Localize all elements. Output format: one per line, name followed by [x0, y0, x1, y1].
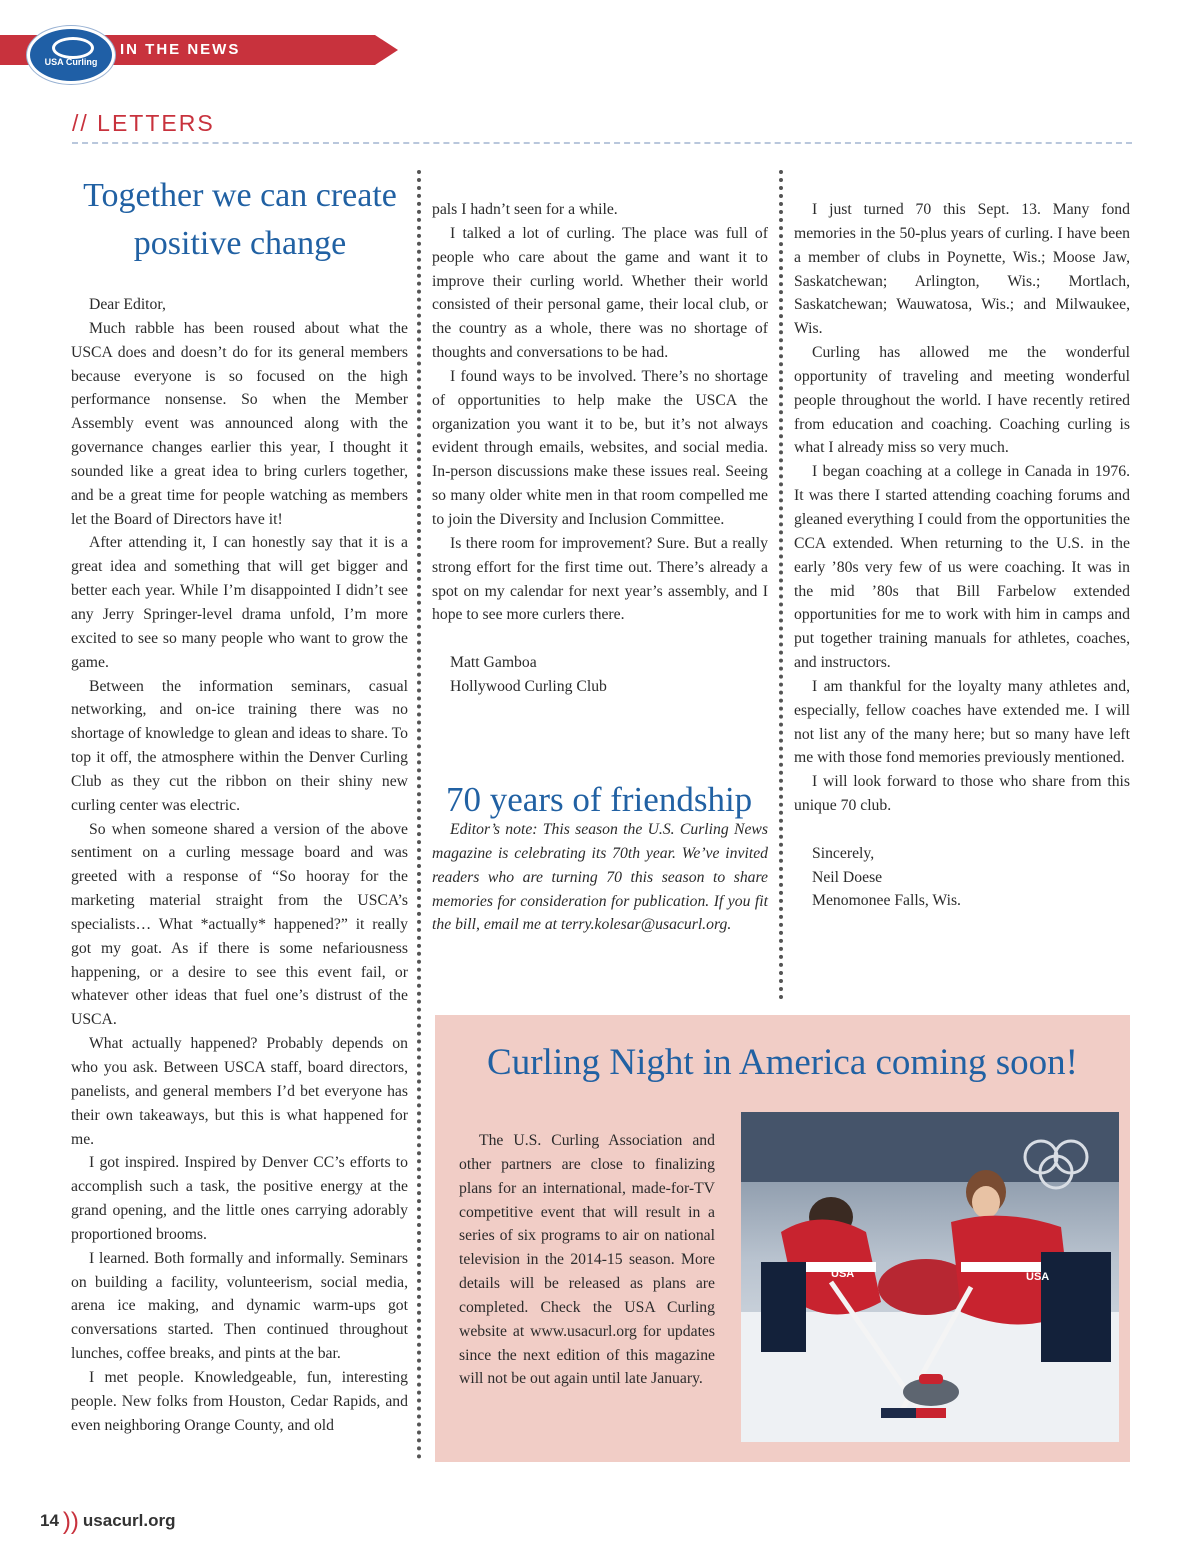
- page-footer: [40, 1505, 176, 1533]
- letter1-column1: [71, 293, 408, 1438]
- promo-body: [459, 1129, 715, 1391]
- paragraph: I will look forward to those who share from this unique 70 club.: [794, 773, 1130, 815]
- curling-stone-icon: [52, 37, 94, 59]
- paragraph: I just turned 70 this Sept. 13. Many fond memories in the 50-plus years of curling. I have been a member of clubs in Poynette, Wis.; Moose Jaw, Saskatchewan; Arlington, Wis.; Mortlach, Saskatchewan; Wauwatosa, Wis.; and Milwaukee, Wis.: [794, 201, 1130, 338]
- paragraph: I talked a lot of curling. The place was full of people who care about the game and want it to improve their curling world. Whether their world consisted of their personal game, their local club, or the country as a whole, there was no shortage of thoughts and conversations to be had.: [432, 224, 768, 362]
- signature-location: Menomonee Falls, Wis.: [812, 892, 961, 910]
- editor-note-text: Editor’s note: This season the U.S. Curling News magazine is celebrating its 70th year. We’ve invited readers who are turning 70 this season to share memories for consideration for publication. If you fit the bill, email me at terry.kolesar@usacurl.org.: [432, 821, 768, 934]
- section-divider: [72, 142, 1132, 144]
- signature-name: Matt Gamboa: [450, 654, 537, 672]
- section-title: IN THE NEWS: [120, 41, 241, 58]
- usa-curling-logo: [27, 26, 115, 84]
- letter1-headline-line1: Together we can create: [83, 177, 397, 214]
- editor-note: [432, 818, 768, 937]
- paragraph: Is there room for improvement? Sure. But a really strong effort for the first time out. There’s already a spot on my calendar for next year’s assembly, and I hope to see more curlers there.: [432, 534, 768, 624]
- letter1-column2: [432, 198, 768, 699]
- paragraph: Curling has allowed me the wonderful opportunity of traveling and meeting wonderful people throughout the world. I have recently retired from education and coaching. Coaching curling is what I already miss so very much.: [794, 344, 1130, 457]
- logo-text: USA Curling: [44, 57, 98, 67]
- letter1-headline-line2: positive change: [133, 225, 347, 262]
- footer-site: usacurl.org: [82, 1511, 176, 1530]
- paragraph: I am thankful for the loyalty many athletes and, especially, fellow coaches have extended me. I will not list any of the many here; but so many have left me with those fond memories previously mentioned.: [794, 677, 1130, 767]
- page-number: 14: [40, 1511, 59, 1530]
- jersey-text-left: USA: [831, 1268, 855, 1280]
- subsection-label: // LETTERS: [72, 110, 215, 136]
- column-divider-left: [417, 170, 421, 1460]
- letter2-column: [794, 198, 1130, 913]
- curling-photo-illustration: [741, 1112, 1119, 1442]
- paragraph: Dear Editor,: [89, 296, 166, 313]
- paragraph: I began coaching at a college in Canada in 1976. It was there I started attending coaching forums and gleaned everything I could from the opportunities the CCA extended. When returning to the U.S. in the early ’80s very few of us were coaching. It was in the mid ’80s that Bill Farbelow extended opportunities for me to work with him in camps and put together training manuals for athletes, coaches, and instructors.: [794, 463, 1130, 672]
- paragraph: After attending it, I can honestly say that it is a great idea and something that will get bigger and better each year. While I’m disappointed I didn’t see any Jerry Springer-level drama unfold, I’m more excited to see so many people who want to grow the game.: [71, 534, 408, 671]
- paragraph: What actually happened? Probably depends on who you ask. Between USCA staff, board directors, panelists, and general members I’d bet everyone has their own takeaways, but this is what happened for me.: [71, 1035, 408, 1148]
- paragraph: Much rabble has been roused about what the USCA does and doesn’t do for its general members because everyone is so focused on the high performance nonsense. So when the Member Assembly event was announced along with the governance changes earlier this year, I thought it sounded like a great idea to bring curlers together, and be a great time for people watching as members let the Board of Directors have it!: [71, 319, 408, 528]
- promo-box: [435, 1015, 1130, 1462]
- letter2-headline: 70 years of friendship: [446, 780, 753, 819]
- curling-photo: [741, 1112, 1119, 1442]
- paragraph: I met people. Knowledgeable, fun, interesting people. New folks from Houston, Cedar Rapids, and even neighboring Orange County, and old: [71, 1368, 408, 1434]
- paragraph: I found ways to be involved. There’s no shortage of opportunities to help make the USCA the organization you want it to be, but it’s not always evident through emails, websites, and social media. In-person discussions make these issues real. Seeing so many older white men in that room compelled me to join the Diversity and Inclusion Committee.: [432, 367, 768, 528]
- paragraph: I got inspired. Inspired by Denver CC’s efforts to accomplish such a task, the positive energy at the grand opening, and the little ones carrying adorably proportioned brooms.: [71, 1154, 408, 1243]
- footer-separator-icon: )): [62, 1508, 79, 1535]
- paragraph: I learned. Both formally and informally. Seminars on building a facility, volunteerism, social media, arena ice making, and dynamic warm-ups got conversations started. Then continued throughout lunches, coffee breaks, and pints at the bar.: [71, 1249, 408, 1363]
- paragraph: pals I hadn’t seen for a while.: [432, 201, 618, 218]
- paragraph: So when someone shared a version of the above sentiment on a curling message board and was greeted with a response of “So hooray for the marketing material straight from the USCA’s specialists… What *actually* happened?” it really got my goat. As if there is some nefariousness happening, or a desire to see this event fail, or whatever other ideas that fuel one’s distrust of the USCA.: [71, 820, 408, 1029]
- promo-title: Curling Night in America coming soon!: [487, 1042, 1078, 1083]
- paragraph: Between the information seminars, casual networking, and on-ice training there was no shortage of knowledge to glean and ideas to share. To top it off, the atmosphere within the Denver Curling Club as they cut the ribbon on their shiny new curling center was electric.: [71, 677, 408, 814]
- column-divider-right: [779, 170, 783, 1000]
- jersey-text-right: USA: [1026, 1271, 1050, 1283]
- signature-name: Neil Doese: [812, 868, 883, 886]
- promo-body-text: The U.S. Curling Association and other partners are close to finalizing plans for an international, made-for-TV competitive event that will result in a series of six programs to air on national television in the 2014-15 season. More details will be released as plans are completed. Check the USA Curling website at www.usacurl.org for updates since the next edition of this magazine will not be out again until late January.: [459, 1132, 715, 1388]
- letter1-headline: [72, 172, 408, 268]
- signature-club: Hollywood Curling Club: [450, 677, 607, 695]
- signature-closing: Sincerely,: [812, 844, 875, 862]
